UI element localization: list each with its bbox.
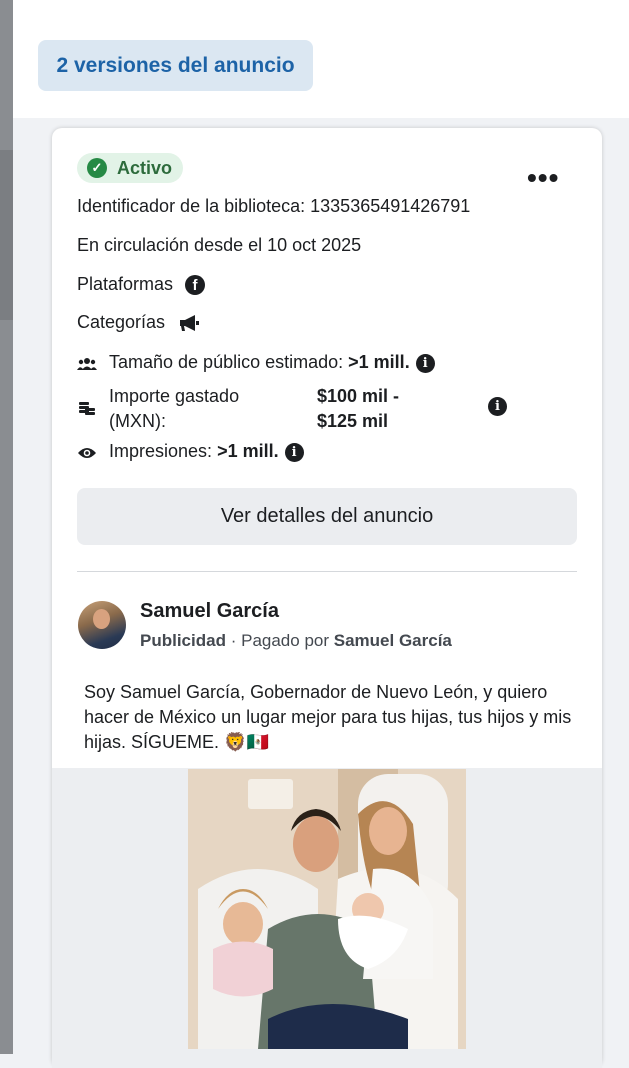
library-id: Identificador de la biblioteca: 1335365491426791 [77,196,471,216]
audience-value: >1 mill. [348,352,410,372]
paid-by-prefix: Pagado por [241,631,330,650]
family-photo-illustration [188,769,466,1049]
separator: · [230,631,237,650]
spend-label-line1: Importe gastado [109,386,240,406]
status-badge [77,153,183,183]
audience-label: Tamaño de público estimado: [109,352,344,372]
post-author[interactable]: Samuel García [140,600,279,622]
paid-by-name[interactable]: Samuel García [333,631,452,650]
spend-label [109,384,239,434]
divider [77,571,577,572]
people-icon [77,354,97,374]
check-circle-icon: ✓ [87,158,107,178]
ad-card [52,128,602,1068]
platforms-row [77,274,205,295]
impressions-label: Impresiones: [109,441,213,461]
info-icon[interactable]: i [416,354,435,373]
info-icon[interactable]: i [488,397,507,416]
megaphone-icon [178,313,202,333]
header-area [13,0,629,118]
more-options-icon[interactable]: ••• [527,162,560,193]
spend-value [317,384,399,434]
info-icon[interactable]: i [285,443,304,462]
audience-row [109,352,435,373]
categories-row [77,312,202,333]
status-label: Activo [117,157,173,178]
coins-icon [77,398,97,418]
post-text: Soy Samuel García, Gobernador de Nuevo León, y quiero hacer de México un lugar mejor para tus hijas, tus hijos y mis hijas. SÍGUEME. 🦁🇲🇽 [84,682,572,752]
spend-value-line1: $100 mil - [317,386,400,406]
browser-edge [0,0,13,1054]
platforms-label: Plataformas [77,274,174,294]
spend-value-line2: $125 mil [317,411,389,431]
eye-icon [77,443,97,463]
post-subtitle [140,631,452,651]
ad-details-button[interactable]: Ver detalles del anuncio [77,488,577,545]
impressions-row [109,441,304,462]
sponsored-label: Publicidad [140,631,226,650]
running-since: En circulación desde el 10 oct 2025 [77,235,362,255]
post-image[interactable] [188,769,466,1049]
categories-label: Categorías [77,312,166,332]
impressions-value: >1 mill. [217,441,279,461]
avatar[interactable] [78,601,126,649]
facebook-icon: f [185,275,205,295]
ad-versions-button[interactable]: 2 versiones del anuncio [38,40,313,91]
spend-label-line2: (MXN): [109,411,166,431]
